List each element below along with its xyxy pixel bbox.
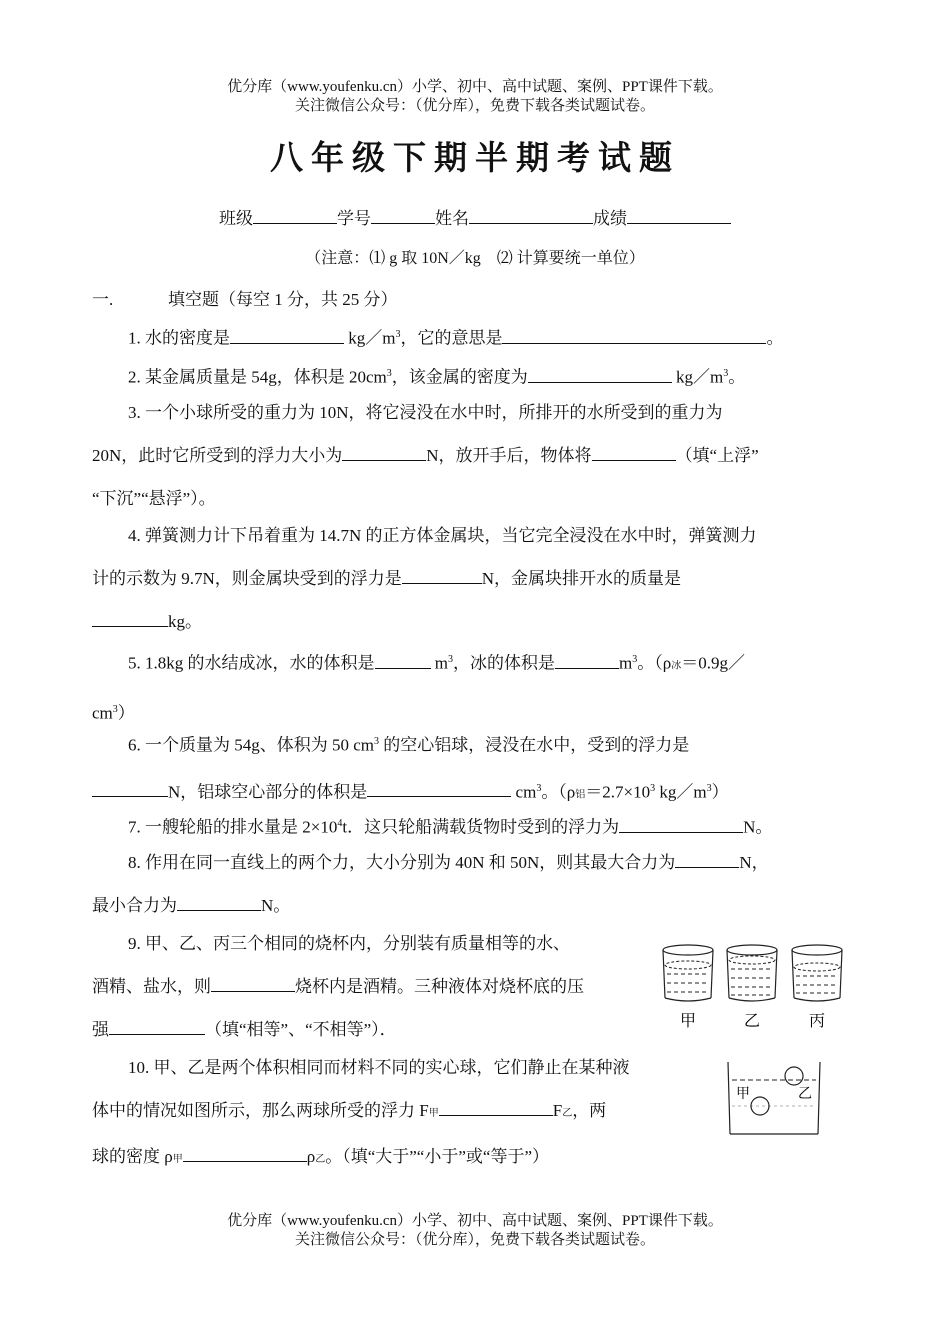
q4-text-4: kg。 — [168, 612, 202, 631]
beaker-label-3: 丙 — [808, 1011, 826, 1030]
q7-text: 7. 一艘轮船的排水量是 2×10 — [128, 817, 338, 837]
superscript: 3 — [386, 368, 392, 379]
q8-blank-1 — [675, 851, 739, 868]
q5-rho: 。（ρ — [637, 653, 672, 673]
header-line-2: 关注微信公众号：（优分库），免费下载各类试题试卷。 — [294, 98, 655, 114]
q6-text-3: N，铝球空心部分的体积是 — [168, 782, 368, 802]
q1-unit: kg／m — [344, 328, 396, 348]
footer-line-2: 关注微信公众号：（优分库），免费下载各类试题试卷。 — [294, 1232, 655, 1248]
q9-blank-1 — [211, 975, 295, 992]
page-footer — [0, 1212, 950, 1250]
page-title: 八年级下期半期考试题 — [270, 138, 680, 177]
q5-end: ） — [117, 703, 135, 723]
q10-text-2: 体中的情况如图所示，那么两球所受的浮力 F — [92, 1101, 429, 1120]
q7-blank — [619, 816, 743, 833]
q1-text: 1. 水的密度是 — [128, 328, 230, 348]
q5-blank-1 — [375, 652, 431, 669]
q10-text-5: 球的密度 ρ — [92, 1147, 173, 1166]
q3-blank-1 — [342, 444, 426, 461]
superscript: 3 — [395, 329, 401, 340]
score-blank — [627, 207, 731, 224]
section-number: 一. — [92, 290, 114, 309]
q3-line-3: “下沉”“悬浮”）。 — [92, 489, 216, 508]
ball-label-jia: 甲 — [736, 1086, 750, 1102]
q4-text-2: 计的示数为 9.7N，则金属块受到的浮力是 — [92, 569, 402, 588]
beaker-3 — [792, 945, 842, 1001]
q3-text-2: 20N，此时它所受到的浮力大小为 — [92, 446, 343, 465]
q2-end: 。 — [728, 367, 746, 387]
name-blank — [469, 207, 593, 224]
class-blank — [253, 207, 337, 224]
q6-text-2: 的空心铝球，浸没在水中，受到的浮力是 — [379, 735, 690, 755]
exam-note: （注意：⑴ g 取 10N／kg ⑵ 计算要统一单位） — [305, 250, 645, 267]
beaker-label-1: 甲 — [679, 1011, 697, 1030]
question-9 — [92, 922, 652, 1051]
q6-rho: 。（ρ — [541, 782, 576, 802]
question-8 — [92, 841, 852, 927]
superscript: 3 — [706, 782, 712, 794]
q5-rho-sub: 冰 — [671, 660, 682, 672]
name-label: 姓名 — [435, 209, 469, 228]
q5-unit-1: m — [430, 653, 448, 673]
question-4 — [92, 514, 852, 643]
q10-text-3: F — [552, 1101, 563, 1120]
superscript: 3 — [536, 782, 542, 794]
q4-blank-2 — [92, 610, 168, 627]
q2-text-2: ，该金属的密度为 — [391, 367, 528, 387]
q8-end: N。 — [261, 896, 291, 915]
q2-unit: kg／m — [671, 367, 724, 387]
q10-text-6: ρ — [306, 1147, 316, 1166]
q3-blank-2 — [592, 444, 676, 461]
section-label: 填空题（每空 1 分，共 25 分） — [168, 290, 398, 309]
header-line-1: 优分库（www.youfenku.cn）小学、初中、高中试题、案例、PPT课件下载。 — [227, 79, 723, 95]
q10-text-4: ，两 — [572, 1101, 607, 1120]
superscript: 3 — [447, 654, 453, 665]
q10-sub-3: 甲 — [172, 1154, 183, 1165]
q5-unit-2: m — [618, 653, 633, 673]
superscript: 3 — [374, 736, 380, 747]
q5-rho-value: ＝0.9g／ — [681, 653, 745, 673]
class-label: 班级 — [219, 209, 253, 228]
ball-yi — [785, 1067, 803, 1085]
q3-text-3: N，放开手后，物体将 — [426, 446, 592, 465]
q6-rho-value: ＝2.7×10 — [585, 782, 651, 802]
q6-rho-sub: 铝 — [575, 789, 586, 801]
superscript: 3 — [632, 654, 638, 665]
q5-text-2: ，冰的体积是 — [452, 653, 555, 673]
q4-line-2 — [92, 557, 852, 600]
q9-text-2: 酒精、盐水，则 — [92, 977, 211, 996]
q8-line-2 — [92, 884, 852, 927]
q9-line-3 — [92, 1008, 652, 1051]
q10-line-2 — [92, 1089, 722, 1135]
q6-text: 6. 一个质量为 54g、体积为 50 cm — [128, 735, 375, 755]
q2-text: 2. 某金属质量是 54g，体积是 20cm — [128, 367, 387, 387]
ball-label-yi: 乙 — [798, 1086, 812, 1102]
q7-end: N。 — [743, 817, 773, 837]
q8-text-3: 最小合力为 — [92, 896, 177, 915]
q4-blank-1 — [402, 567, 482, 584]
student-info-line — [0, 204, 950, 229]
superscript: 3 — [650, 782, 656, 794]
q9-line-2 — [92, 965, 652, 1008]
superscript: 4 — [337, 818, 343, 829]
q1-blank-1 — [230, 327, 344, 344]
q9-end: （填“相等”、“不相等”）． — [205, 1020, 397, 1039]
q9-text-4: 强 — [92, 1020, 109, 1039]
beakers-figure — [655, 940, 855, 1040]
q4-text-3: N，金属块排开水的质量是 — [481, 569, 682, 588]
score-label: 成绩 — [593, 209, 627, 228]
question-3 — [92, 391, 852, 520]
beaker-label-2: 乙 — [743, 1011, 761, 1030]
q2-blank — [528, 366, 672, 383]
q1-blank-2 — [502, 327, 766, 344]
superscript: 3 — [112, 703, 118, 715]
q8-blank-2 — [177, 894, 261, 911]
q5-blank-2 — [555, 652, 619, 669]
q9-blank-2 — [109, 1018, 205, 1035]
q10-blank-1 — [439, 1099, 553, 1116]
superscript: 3 — [723, 368, 729, 379]
q1-end: 。 — [766, 328, 784, 348]
q4-line-1: 4. 弹簧测力计下吊着重为 14.7N 的正方体金属块，当它完全浸没在水中时，弹簧测力 — [128, 526, 757, 545]
footer-line-1: 优分库（www.youfenku.cn）小学、初中、高中试题、案例、PPT课件下载。 — [227, 1213, 723, 1229]
q10-end: 。（填“大于”“小于”或“等于”） — [325, 1147, 549, 1166]
q3-line-1: 3. 一个小球所受的重力为 10N，将它浸没在水中时，所排开的水所受到的重力为 — [128, 403, 723, 422]
ball-jia — [751, 1097, 769, 1115]
q10-line-3 — [92, 1135, 722, 1181]
q7-text-2: t．这只轮船满载货物时受到的浮力为 — [342, 817, 620, 837]
q8-text-2: N， — [739, 853, 769, 872]
q6-blank-2 — [367, 780, 511, 797]
section-heading — [92, 285, 398, 310]
q6-end: ） — [711, 782, 729, 802]
beaker-2 — [727, 945, 777, 1001]
q1-text-2: ，它的意思是 — [400, 328, 503, 348]
q3-text-4: （填“上浮” — [675, 446, 759, 465]
q10-line-1: 10. 甲、乙是两个体积相同而材料不同的实心球，它们静止在某种液 — [128, 1058, 630, 1077]
q6-unit-2: kg／m — [655, 782, 707, 802]
q10-sub-1: 甲 — [428, 1108, 439, 1119]
q10-sub-2: 乙 — [562, 1108, 573, 1119]
q6-blank-1 — [92, 780, 168, 797]
id-blank — [371, 207, 435, 224]
q6-unit-1: cm — [511, 782, 537, 802]
question-10 — [92, 1046, 722, 1181]
q8-text: 8. 作用在同一直线上的两个力，大小分别为 40N 和 50N，则其最大合力为 — [128, 853, 676, 872]
page-header — [0, 78, 950, 116]
q10-sub-4: 乙 — [315, 1154, 326, 1165]
q9-text-3: 烧杯内是酒精。三种液体对烧杯底的压 — [295, 977, 584, 996]
q5-text: 5. 1.8kg 的水结成冰，水的体积是 — [128, 653, 375, 673]
id-label: 学号 — [337, 209, 371, 228]
beaker-1 — [663, 945, 713, 1001]
q10-blank-2 — [183, 1145, 307, 1162]
q5-unit-3: cm — [92, 703, 113, 723]
q9-line-1: 9. 甲、乙、丙三个相同的烧杯内，分别装有质量相等的水、 — [128, 934, 570, 953]
floating-balls-figure — [724, 1056, 824, 1138]
q3-line-2 — [92, 434, 852, 477]
q4-line-3 — [92, 600, 852, 643]
